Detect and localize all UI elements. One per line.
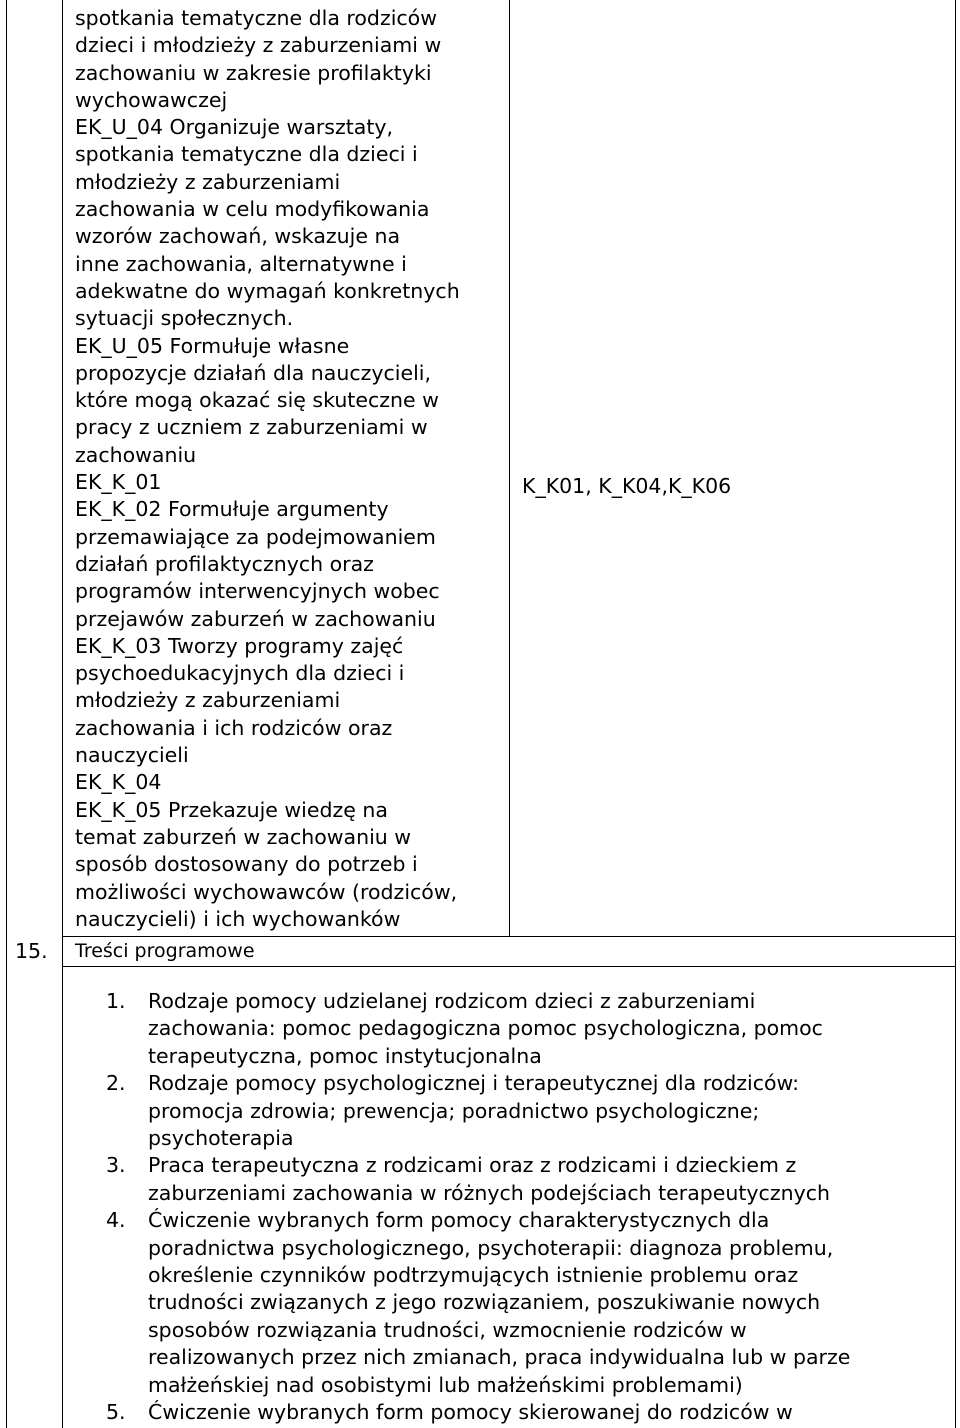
list-item bbox=[106, 1070, 850, 1152]
list-item-line: promocja zdrowia; prewencja; poradnictwo psychologiczne; bbox=[148, 1098, 760, 1123]
outcome-line: psychoedukacyjnych dla dzieci i bbox=[75, 661, 405, 686]
outcome-line: EK_K_01 bbox=[75, 470, 162, 495]
outcome-line: EK_U_05 Formułuje własne bbox=[75, 333, 350, 358]
row-number: 15. bbox=[15, 939, 48, 963]
outcome-line: pracy z uczniem z zaburzeniami w bbox=[75, 415, 428, 440]
outcome-line: spotkania tematyczne dla rodziców bbox=[75, 6, 437, 30]
outcome-line: propozycje działań dla nauczycieli, bbox=[75, 360, 431, 385]
list-item-line: realizowanych przez nich zmianach, praca indywidualna lub w parze bbox=[148, 1345, 851, 1370]
outcome-line: programów interwencyjnych wobec bbox=[75, 579, 440, 604]
outcome-line: młodzieży z zaburzeniami bbox=[75, 688, 341, 713]
list-item-number: 5. bbox=[106, 1400, 126, 1425]
program-content-list bbox=[106, 988, 850, 1427]
learning-outcomes-text bbox=[75, 5, 460, 933]
list-item-line: zachowania: pomoc pedagogiczna pomoc psychologiczna, pomoc bbox=[148, 1016, 823, 1041]
outcome-line: zachowaniu bbox=[75, 442, 197, 467]
table-border-left bbox=[6, 0, 7, 1428]
outcome-line: wychowawczej bbox=[75, 87, 228, 112]
outcome-line: nauczycieli bbox=[75, 743, 189, 768]
outcome-line: sposób dostosowany do potrzeb i bbox=[75, 852, 418, 877]
list-item-line: określenie czynników podtrzymujących istnienie problemu oraz bbox=[148, 1263, 799, 1288]
list-item-line: trudności związanych z jego rozwiązaniem, poszukiwanie nowych bbox=[148, 1290, 821, 1315]
outcome-line: adekwatne do wymagań konkretnych bbox=[75, 278, 460, 303]
outcome-line: zachowania i ich rodziców oraz bbox=[75, 715, 393, 740]
outcome-line: nauczycieli) i ich wychowanków bbox=[75, 906, 401, 931]
outcome-line: temat zaburzeń w zachowaniu w bbox=[75, 824, 412, 849]
outcome-line: EK_K_03 Tworzy programy zajęć bbox=[75, 633, 404, 658]
table-border-col1 bbox=[62, 0, 63, 1428]
outcome-line: EK_K_05 Przekazuje wiedzę na bbox=[75, 797, 388, 822]
outcome-line: inne zachowania, alternatywne i bbox=[75, 251, 407, 276]
outcome-line: młodzieży z zaburzeniami bbox=[75, 169, 341, 194]
list-item bbox=[106, 1399, 850, 1426]
outcome-line: sytuacji społecznych. bbox=[75, 306, 294, 331]
outcome-line: EK_K_02 Formułuje argumenty bbox=[75, 497, 389, 522]
list-item-line: Praca terapeutyczna z rodzicami oraz z rodzicami i dzieckiem z bbox=[148, 1153, 797, 1178]
list-item-line: małżeńskiej nad osobistymi lub małżeńskimi problemami) bbox=[148, 1372, 743, 1397]
outcome-line: EK_U_04 Organizuje warsztaty, bbox=[75, 115, 394, 140]
list-item bbox=[106, 1207, 850, 1399]
list-item-number: 1. bbox=[106, 989, 126, 1013]
outcome-line: spotkania tematyczne dla dzieci i bbox=[75, 142, 418, 167]
list-item bbox=[106, 988, 850, 1070]
outcome-line: zachowaniu w zakresie profilaktyki bbox=[75, 60, 432, 85]
table-row-divider-right bbox=[509, 936, 956, 937]
outcome-line: zachowania w celu modyfikowania bbox=[75, 197, 430, 222]
list-item-number: 4. bbox=[106, 1208, 126, 1233]
outcome-line: EK_K_04 bbox=[75, 770, 162, 795]
list-item-line: poradnictwa psychologicznego, psychoterapii: diagnoza problemu, bbox=[148, 1235, 834, 1260]
list-item-line: Ćwiczenie wybranych form pomocy charakterystycznych dla bbox=[148, 1208, 770, 1233]
outcome-line: działań profilaktycznych oraz bbox=[75, 551, 374, 576]
list-item-line: psychoterapia bbox=[148, 1126, 294, 1151]
list-item-line: Rodzaje pomocy psychologicznej i terapeutycznej dla rodziców: bbox=[148, 1071, 800, 1096]
list-item-line: Rodzaje pomocy udzielanej rodzicom dzieci z zaburzeniami bbox=[148, 989, 756, 1013]
outcome-line: wzorów zachowań, wskazuje na bbox=[75, 224, 401, 249]
table-border-col2 bbox=[509, 0, 510, 937]
outcome-line: przemawiające za podejmowaniem bbox=[75, 524, 436, 549]
list-item-line: sposobów rozwiązania trudności, wzmocnienie rodziców w bbox=[148, 1317, 747, 1342]
table-row-divider bbox=[62, 936, 510, 937]
row-title: Treści programowe bbox=[75, 940, 255, 962]
list-item-line: terapeutyczna, pomoc instytucjonalna bbox=[148, 1043, 542, 1068]
outcome-line: możliwości wychowawców (rodziców, bbox=[75, 879, 458, 904]
table-border-right bbox=[955, 0, 956, 1428]
list-item-line: zaburzeniami zachowania w różnych podejściach terapeutycznych bbox=[148, 1180, 830, 1205]
outcome-line: dzieci i młodzieży z zaburzeniami w bbox=[75, 33, 442, 58]
outcome-line: które mogą okazać się skuteczne w bbox=[75, 388, 439, 413]
list-item-number: 3. bbox=[106, 1153, 126, 1178]
list-item-number: 2. bbox=[106, 1071, 126, 1096]
list-item bbox=[106, 1152, 850, 1207]
outcome-line: przejawów zaburzeń w zachowaniu bbox=[75, 606, 436, 631]
table-row-divider-inner bbox=[62, 966, 956, 967]
effects-reference: K_K01, K_K04,K_K06 bbox=[522, 474, 732, 498]
list-item-line: Ćwiczenie wybranych form pomocy skierowanej do rodziców w bbox=[148, 1400, 793, 1425]
